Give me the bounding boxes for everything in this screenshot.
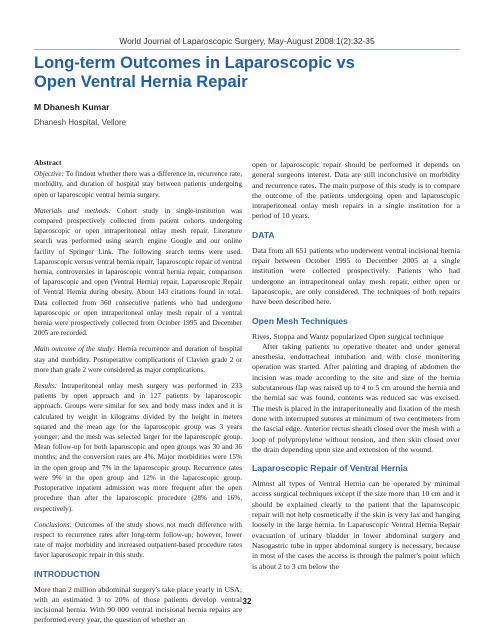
results-label: Results: [34, 382, 58, 391]
abstract-results [34, 381, 242, 514]
open-mesh-intro: Rives, Stoppa and Wantz popularized Open surgical technique [252, 331, 444, 341]
laparoscopic-repair-heading: Laparoscopic Repair of Ventral Hernia [252, 463, 408, 474]
abstract-objective [34, 169, 242, 200]
introduction-text: More than 2 million abdominal surgery's take place yearly in USA; with an estimated 3 to 20% of those patients develop ventral incisional hernia. With 90 000 ventral incisional hernia repairs are performed every year, the question of whether an [34, 584, 242, 625]
title-line-2: Open Ventral Hernia Repair [34, 73, 248, 91]
author-name: M Dhanesh Kumar [34, 102, 110, 112]
left-column [34, 158, 242, 626]
introduction-continued: open or laparoscopic repair should be performed it depends on general surgeons interest. Data are still inconclusive on morbidity and recurrence rates. The main purpose of this study is to compare the outcome of the patients undergoing open and laparoscopic intraperitoneal onlay mesh repairs in a single institution for a period of 10 years. [252, 160, 460, 221]
methods-text: Cohort study in single-institution was compared prospectively collected from patient cohorts undergoing laparoscopic or open intraperitoneal onlay mesh repair. Literature search was performed using search engine Google and our online facility of Springer Link. The following search terms were used. Laparoscopic versus ventral hernia repair, 'laparoscopic repair of ventral hernia, controversies in laparoscopic ventral hernia repair, comparison of laparoscopic and open (Ventral Hernia) repair, Laparoscopic Repair of Ventral Hernia during obesity. About 143 citations found in total. Data collected from 360 consecutive patients who had undergone laparoscopic or open intraperitoneal onlay mesh repair of a ventral hernia were prospectively collected from October 1995 and December 2005 are recorded. [34, 206, 242, 338]
results-text: Intraperitoneal onlay mesh surgery was performed in 233 patients by open approach and in 127 patients by laparoscopic approach. Groups were similar for sex and body mass index and it is calculated by weight in kilograms divided by the height in meters squared and the mean age for the laparoscopic group was 3 years younger; and the mesh was selected larger for the laparoscopic group. Mean follow-up for both laparoscopic and open groups was 30 and 36 months; and the conversion rates are 4%. Major morbidities were 15% in the open group and 7% in the laparoscopic group. Recurrence rates were 9% in the open group and 12% in the laparoscopic group. Postoperative inpatient admission was more frequent after the open procedure than after the laparoscopic procedure (28% and 16%, respectively). [34, 382, 242, 513]
laparoscopic-repair-text: Almost all types of Ventral Hernia can be operated by minimal access surgical techniques except if the size more than 10 cm and it should be explained clearly to the patient that the laparoscopic repair will not help cosmetically if the skin is very lax and hanging loosely in the large hernia. In Laparoscopic Ventral Hernia Repair evacuation of urinary bladder in lower abdominal surgery and Nasogastric tube in upper abdominal surgery is necessary, because in most of the cases the access is through the palmer's point which is about 2 to 3 cm below the [252, 479, 460, 571]
abstract-outcome [34, 344, 242, 375]
objective-text: To findout whether there was a difference in, recurrence rate, morbidity, and duration of hospital stay between patients undergoing open or laparoscopic ventral hernia surgery. [34, 170, 242, 199]
abstract-conclusions [34, 520, 242, 561]
data-heading: DATA [252, 229, 275, 240]
open-mesh-text: After taking patients to operative theater and under general anesthesia, endotracheal intubation and with close monitoring operation was started. After painting and draping of abdomen the incision was made according to the site and size of the hernia subcutaneous flap was raised up to 4 to 5 cm around the hernia and the hernial sac was found, contents was reduced sac was excised. The mesh is placed in the intraperitoneally and fixation of the mesh done with interrupted sutures at minimum of two centimeters from the fascial edge. Anterior rectus sheath closed over the mesh with a loop of polypropylene without tension, and then skin closed over the drain depending upon size and extension of the wound. [252, 341, 460, 454]
open-mesh-heading: Open Mesh Techniques [252, 315, 348, 326]
running-head: World Journal of Laparoscopic Surgery, May-August 2008:1(2):32-35 [119, 36, 375, 46]
methods-label: Materials and methods: [34, 206, 112, 215]
conclusions-text: Outcomes of the study shows not much difference with respect to recurrence rates after long-term follow-up; however, lower rate of major morbidity and increased outpatient-based procedure rates favor laparoscopic repair in this study. [34, 520, 243, 560]
introduction-heading: INTRODUCTION [34, 568, 100, 579]
data-text: Data from all 651 patients who underwent ventral incisional hernia repair between October 1995 to December 2005 at a single institution were collected prospectively. Patients who had undergone an intraperitoneal onlay mesh repair, either open or laparoscopic, are only considered. The techniques of both repairs have been described here. [252, 245, 460, 307]
page-number: 32 [242, 597, 252, 606]
abstract-heading: Abstract [34, 158, 62, 167]
conclusions-label: Conclusions: [34, 520, 72, 529]
article-title [34, 54, 464, 92]
outcome-text: Hernia recurrence and duration of hospital stay and morbidity. Postoperative complications of Clavien grade 2 or more than grade 2 were considered as major complications. [34, 345, 242, 374]
right-column [252, 160, 460, 572]
outcome-label: Main outcome of the study: [34, 345, 115, 354]
title-line-1: Long-term Outcomes in Laparoscopic vs [34, 54, 355, 72]
abstract-methods [34, 206, 242, 339]
header-rule [34, 49, 460, 50]
affiliation: Dhanesh Hospital, Vellore [34, 118, 127, 127]
objective-label: Objective: [34, 170, 64, 179]
